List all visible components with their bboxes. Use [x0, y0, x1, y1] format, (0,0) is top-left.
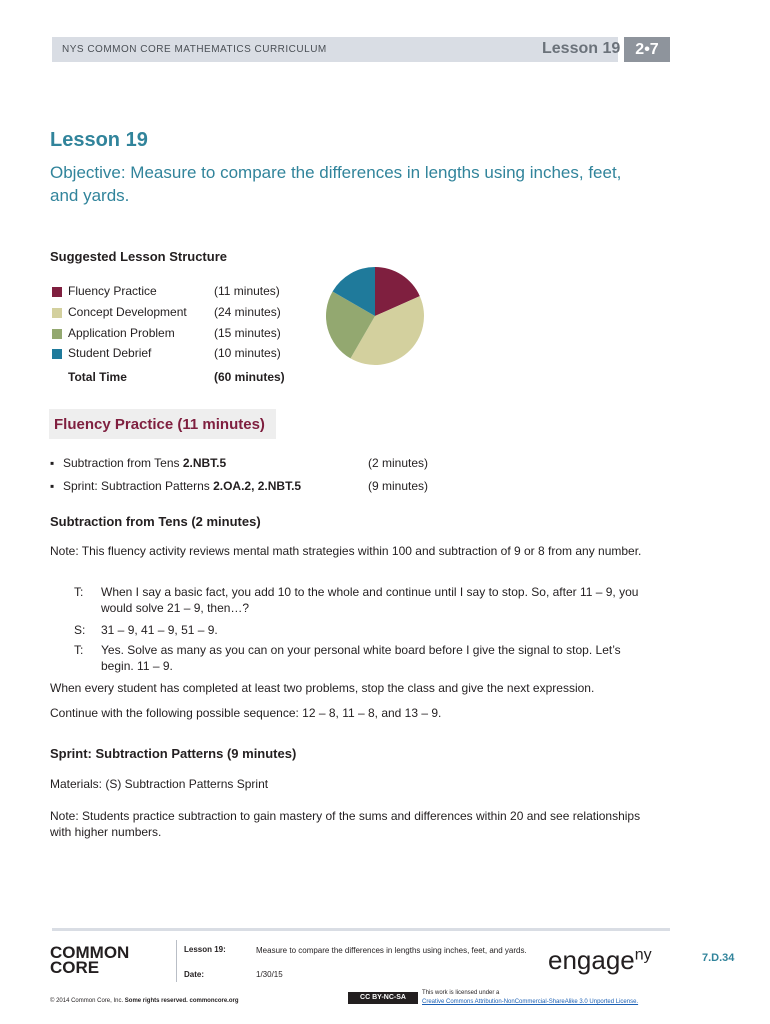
footer-lesson-desc: Measure to compare the differences in lengths using inches, feet, and yards. — [256, 946, 527, 955]
legend-minutes: (10 minutes) — [214, 346, 281, 360]
fluency-title: Fluency Practice (11 minutes) — [54, 416, 265, 433]
copyright-rights: Some rights reserved. commoncore.org — [124, 998, 239, 1004]
sprint-heading: Sprint: Subtraction Patterns (9 minutes) — [50, 746, 297, 761]
common-core-logo — [50, 945, 129, 975]
legend-label: Fluency Practice — [68, 284, 157, 298]
subtraction-tens-sequence: Continue with the following possible sequence: 12 – 8, 11 – 8, and 13 – 9. — [50, 706, 442, 720]
legend-minutes: (15 minutes) — [214, 326, 281, 340]
lesson-pie-chart — [324, 265, 426, 367]
total-minutes: (60 minutes) — [214, 370, 285, 384]
page-title: Lesson 19 — [50, 129, 148, 151]
dialogue-speaker: T: — [74, 585, 84, 599]
engage-sup: ny — [634, 946, 652, 964]
page-number: 7.D.34 — [702, 952, 735, 964]
bullet-text: Sprint: Subtraction Patterns — [63, 479, 214, 493]
subtraction-tens-note: Note: This fluency activity reviews mental math strategies within 100 and subtraction of 9 or 8 from any number. — [50, 544, 642, 558]
curriculum-title: NYS COMMON CORE MATHEMATICS CURRICULUM — [62, 44, 327, 55]
bullet-standard: 2.OA.2, 2.NBT.5 — [213, 479, 302, 493]
dialogue-line — [0, 584, 770, 615]
legend-swatch — [52, 287, 62, 297]
legend-swatch — [52, 349, 62, 359]
bullet-minutes: (9 minutes) — [368, 479, 429, 493]
structure-heading: Suggested Lesson Structure — [50, 249, 227, 264]
legend-minutes: (24 minutes) — [214, 305, 281, 319]
dialogue-line — [0, 642, 770, 673]
footer-date-label: Date: — [184, 970, 205, 979]
bullet-icon: ▪ — [50, 456, 55, 470]
engageny-logo — [548, 945, 652, 976]
subtraction-tens-instruction: When every student has completed at least two problems, stop the class and give the next expression. — [50, 681, 595, 695]
objective: Objective: Measure to compare the differences in lengths using inches, feet, and yards. — [50, 163, 622, 205]
bullet-text: Subtraction from Tens — [63, 456, 183, 470]
sprint-materials: Materials: (S) Subtraction Patterns Sprint — [50, 777, 269, 791]
total-label: Total Time — [68, 370, 127, 384]
copyright-text: © 2014 Common Core, Inc. — [50, 998, 124, 1004]
legend-label: Application Problem — [68, 326, 175, 340]
module-badge: 2•7 — [624, 37, 670, 62]
logo-line: COMMON — [50, 943, 130, 962]
footer-date: 1/30/15 — [256, 970, 283, 979]
subtraction-tens-heading: Subtraction from Tens (2 minutes) — [50, 514, 261, 529]
license-link[interactable]: Creative Commons Attribution-NonCommercial-ShareAlike 3.0 Unported License. — [422, 999, 639, 1005]
legend-label: Concept Development — [68, 305, 187, 319]
cc-license-badge: CC BY-NC-SA — [348, 992, 418, 1004]
sprint-note: Note: Students practice subtraction to gain mastery of the sums and differences within 20 and see relationships with higher numbers. — [50, 809, 641, 839]
license-text: This work is licensed under a — [422, 990, 500, 996]
header-lesson: Lesson 19 — [542, 40, 621, 57]
engage-word: engage — [548, 945, 635, 975]
legend-swatch — [52, 308, 62, 318]
dialogue-text: Yes. Solve as many as you can on your personal white board before I give the signal to stop. Let’s begin. 11 – 9. — [101, 643, 621, 673]
footer-vertical-divider — [176, 940, 177, 982]
dialogue-line — [0, 622, 770, 642]
logo-line: CORE — [50, 958, 100, 977]
dialogue-text: 31 – 9, 41 – 9, 51 – 9. — [101, 623, 218, 637]
legend-minutes: (11 minutes) — [214, 284, 280, 298]
dialogue-speaker: T: — [74, 643, 84, 657]
dialogue-speaker: S: — [74, 623, 86, 637]
bullet-minutes: (2 minutes) — [368, 456, 429, 470]
footer-divider — [52, 928, 670, 931]
legend-swatch — [52, 329, 62, 339]
bullet-standard: 2.NBT.5 — [182, 456, 227, 470]
bullet-icon: ▪ — [50, 479, 55, 493]
footer-lesson-label: Lesson 19: — [184, 945, 226, 954]
legend-label: Student Debrief — [68, 346, 152, 360]
dialogue-text: When I say a basic fact, you add 10 to the whole and continue until I say to stop. So, after 11 – 9, you would solve 21 – 9, then…? — [101, 585, 639, 615]
copyright — [50, 998, 239, 1004]
